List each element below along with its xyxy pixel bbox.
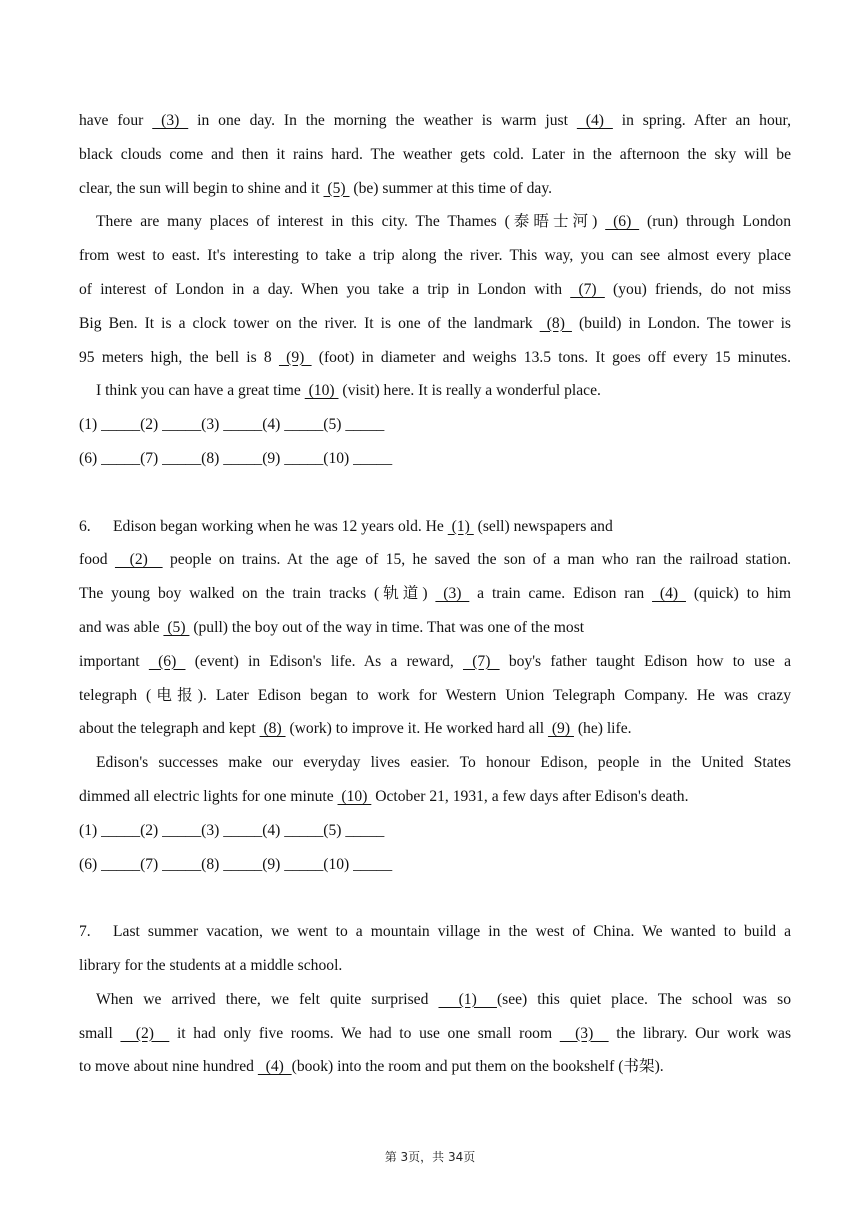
text-span: Edison began working when he was 12 years old. He	[113, 517, 448, 535]
text-line	[79, 780, 791, 814]
text-span: and was able	[79, 618, 164, 636]
text-line: Edison's successes make our everyday lives easier. To honour Edison, people in the United States	[96, 754, 791, 772]
text-line: telegraph (电报). Later Edison began to work for Western Union Telegraph Company. He was crazy	[79, 686, 791, 704]
question-number: 6.	[79, 517, 91, 535]
text-span: people on trains. At the age of 15, he saved the son of a man who ran the railroad station.	[162, 551, 791, 569]
passage-6	[79, 510, 791, 882]
text-line: library for the students at a middle school.	[79, 956, 343, 974]
blank-3: (3)	[435, 585, 470, 603]
blank-4: (4)	[576, 112, 613, 129]
text-span: boy's father taught Edison how to use a	[499, 652, 791, 670]
text-line	[79, 205, 791, 239]
text-span: the library. Our work was	[608, 1024, 792, 1042]
blank-9: (9)	[278, 348, 312, 366]
spacer	[79, 476, 791, 510]
text-line	[79, 712, 791, 746]
text-span: Last summer vacation, we went to a mountain village in the west of China. We wanted to build a	[113, 923, 791, 941]
text-line	[79, 341, 791, 375]
text-span: in one day. In the morning the weather is warm just	[188, 112, 577, 129]
text-span: There are many places of interest in this city. The Thames (泰晤士河)	[96, 213, 606, 231]
text-line	[79, 577, 791, 611]
document-page	[79, 104, 791, 1084]
text-span: a train came. Edison ran	[469, 585, 653, 603]
question-number: 7.	[79, 923, 91, 941]
text-span: When we arrived there, we felt quite surprised	[96, 990, 439, 1008]
text-span: (quick) to him	[685, 585, 791, 603]
blank-10: (10)	[304, 382, 339, 400]
text-span: of interest of London in a day. When you take a trip in London with	[79, 280, 571, 298]
text-line: black clouds come and then it rains hard. The weather gets cold. Later in the afternoon the sky will be	[79, 145, 791, 163]
text-line	[79, 374, 791, 408]
blank-9: (9)	[547, 720, 574, 738]
blank-3: (3)	[559, 1024, 609, 1042]
blank-4: (4)	[652, 585, 686, 603]
text-span: (work) to improve it. He worked hard all	[285, 720, 548, 738]
text-line	[79, 307, 791, 341]
text-span: small	[79, 1024, 121, 1042]
text-span: (foot) in diameter and weighs 13.5 tons. It goes off every 15 minutes.	[311, 348, 791, 366]
text-line	[79, 273, 791, 307]
text-span: have four	[79, 112, 153, 129]
blank-6: (6)	[605, 213, 640, 231]
text-span: The young boy walked on the train tracks (轨道)	[79, 585, 436, 603]
text-line: from west to east. It's interesting to take a trip along the river. This way, you can see almost every place	[79, 247, 791, 265]
blank-3: (3)	[152, 112, 189, 129]
text-span: (book) into the room and put them on the bookshelf (书架).	[291, 1058, 664, 1076]
text-span: it had only five rooms. We had to use one small room	[169, 1024, 560, 1042]
text-span: (event) in Edison's life. As a reward,	[185, 652, 463, 670]
text-span: food	[79, 551, 115, 569]
text-span: (pull) the boy out of the way in time. That was one of the most	[189, 618, 585, 636]
text-span: (run) through London	[639, 213, 792, 231]
text-span: in spring. After an hour,	[612, 112, 792, 129]
answer-line: (6) _____(7) _____(8) _____(9) _____(10) _____	[79, 855, 393, 873]
text-span: I think you can have a great time	[96, 382, 305, 400]
blank-8: (8)	[539, 314, 572, 332]
answer-line: (6) _____(7) _____(8) _____(9) _____(10) _____	[79, 449, 393, 467]
page-footer: 第 3页，共 34页	[384, 1150, 476, 1164]
text-span: (build) in London. The tower is	[571, 314, 791, 332]
text-line	[79, 645, 791, 679]
text-span: October 21, 1931, a few days after Edison's death.	[371, 787, 689, 805]
blank-10: (10)	[337, 787, 372, 805]
spacer	[79, 881, 791, 915]
blank-7: (7)	[570, 280, 605, 298]
text-span: 95 meters high, the bell is 8	[79, 348, 279, 366]
text-span: to move about nine hundred	[79, 1058, 258, 1076]
text-span: (be) summer at this time of day.	[349, 179, 553, 197]
text-line	[79, 104, 791, 138]
answer-line: (1) _____(2) _____(3) _____(4) _____(5) _____	[79, 821, 385, 839]
text-span: dimmed all electric lights for one minute	[79, 787, 338, 805]
text-line	[79, 915, 791, 949]
text-line	[79, 983, 791, 1017]
blank-5: (5)	[163, 618, 190, 636]
blank-1: (1)	[447, 517, 474, 535]
text-span: clear, the sun will begin to shine and it	[79, 179, 324, 197]
text-line	[79, 510, 791, 544]
text-line	[79, 1017, 791, 1051]
text-span: important	[79, 652, 149, 670]
text-span: Big Ben. It is a clock tower on the river. It is one of the landmark	[79, 314, 540, 332]
blank-5: (5)	[323, 179, 350, 197]
text-span: about the telegraph and kept	[79, 720, 260, 738]
text-line	[79, 172, 791, 206]
blank-1: (1)	[438, 990, 497, 1008]
answer-line: (1) _____(2) _____(3) _____(4) _____(5) _____	[79, 416, 385, 434]
blank-2: (2)	[114, 551, 163, 569]
passage-5	[79, 104, 791, 476]
text-span: (you) friends, do not miss	[604, 280, 791, 298]
blank-6: (6)	[148, 652, 186, 670]
passage-7	[79, 915, 791, 1084]
text-line	[79, 611, 791, 645]
text-span: (see) this quiet place. The school was so	[496, 990, 791, 1008]
text-span: (sell) newspapers and	[473, 517, 613, 535]
text-span: (visit) here. It is really a wonderful place.	[338, 382, 601, 400]
blank-4: (4)	[257, 1058, 292, 1076]
text-line	[79, 1050, 791, 1084]
blank-8: (8)	[259, 720, 286, 738]
text-span: (he) life.	[573, 720, 632, 738]
blank-7: (7)	[462, 652, 500, 670]
blank-2: (2)	[120, 1024, 170, 1042]
text-line	[79, 543, 791, 577]
